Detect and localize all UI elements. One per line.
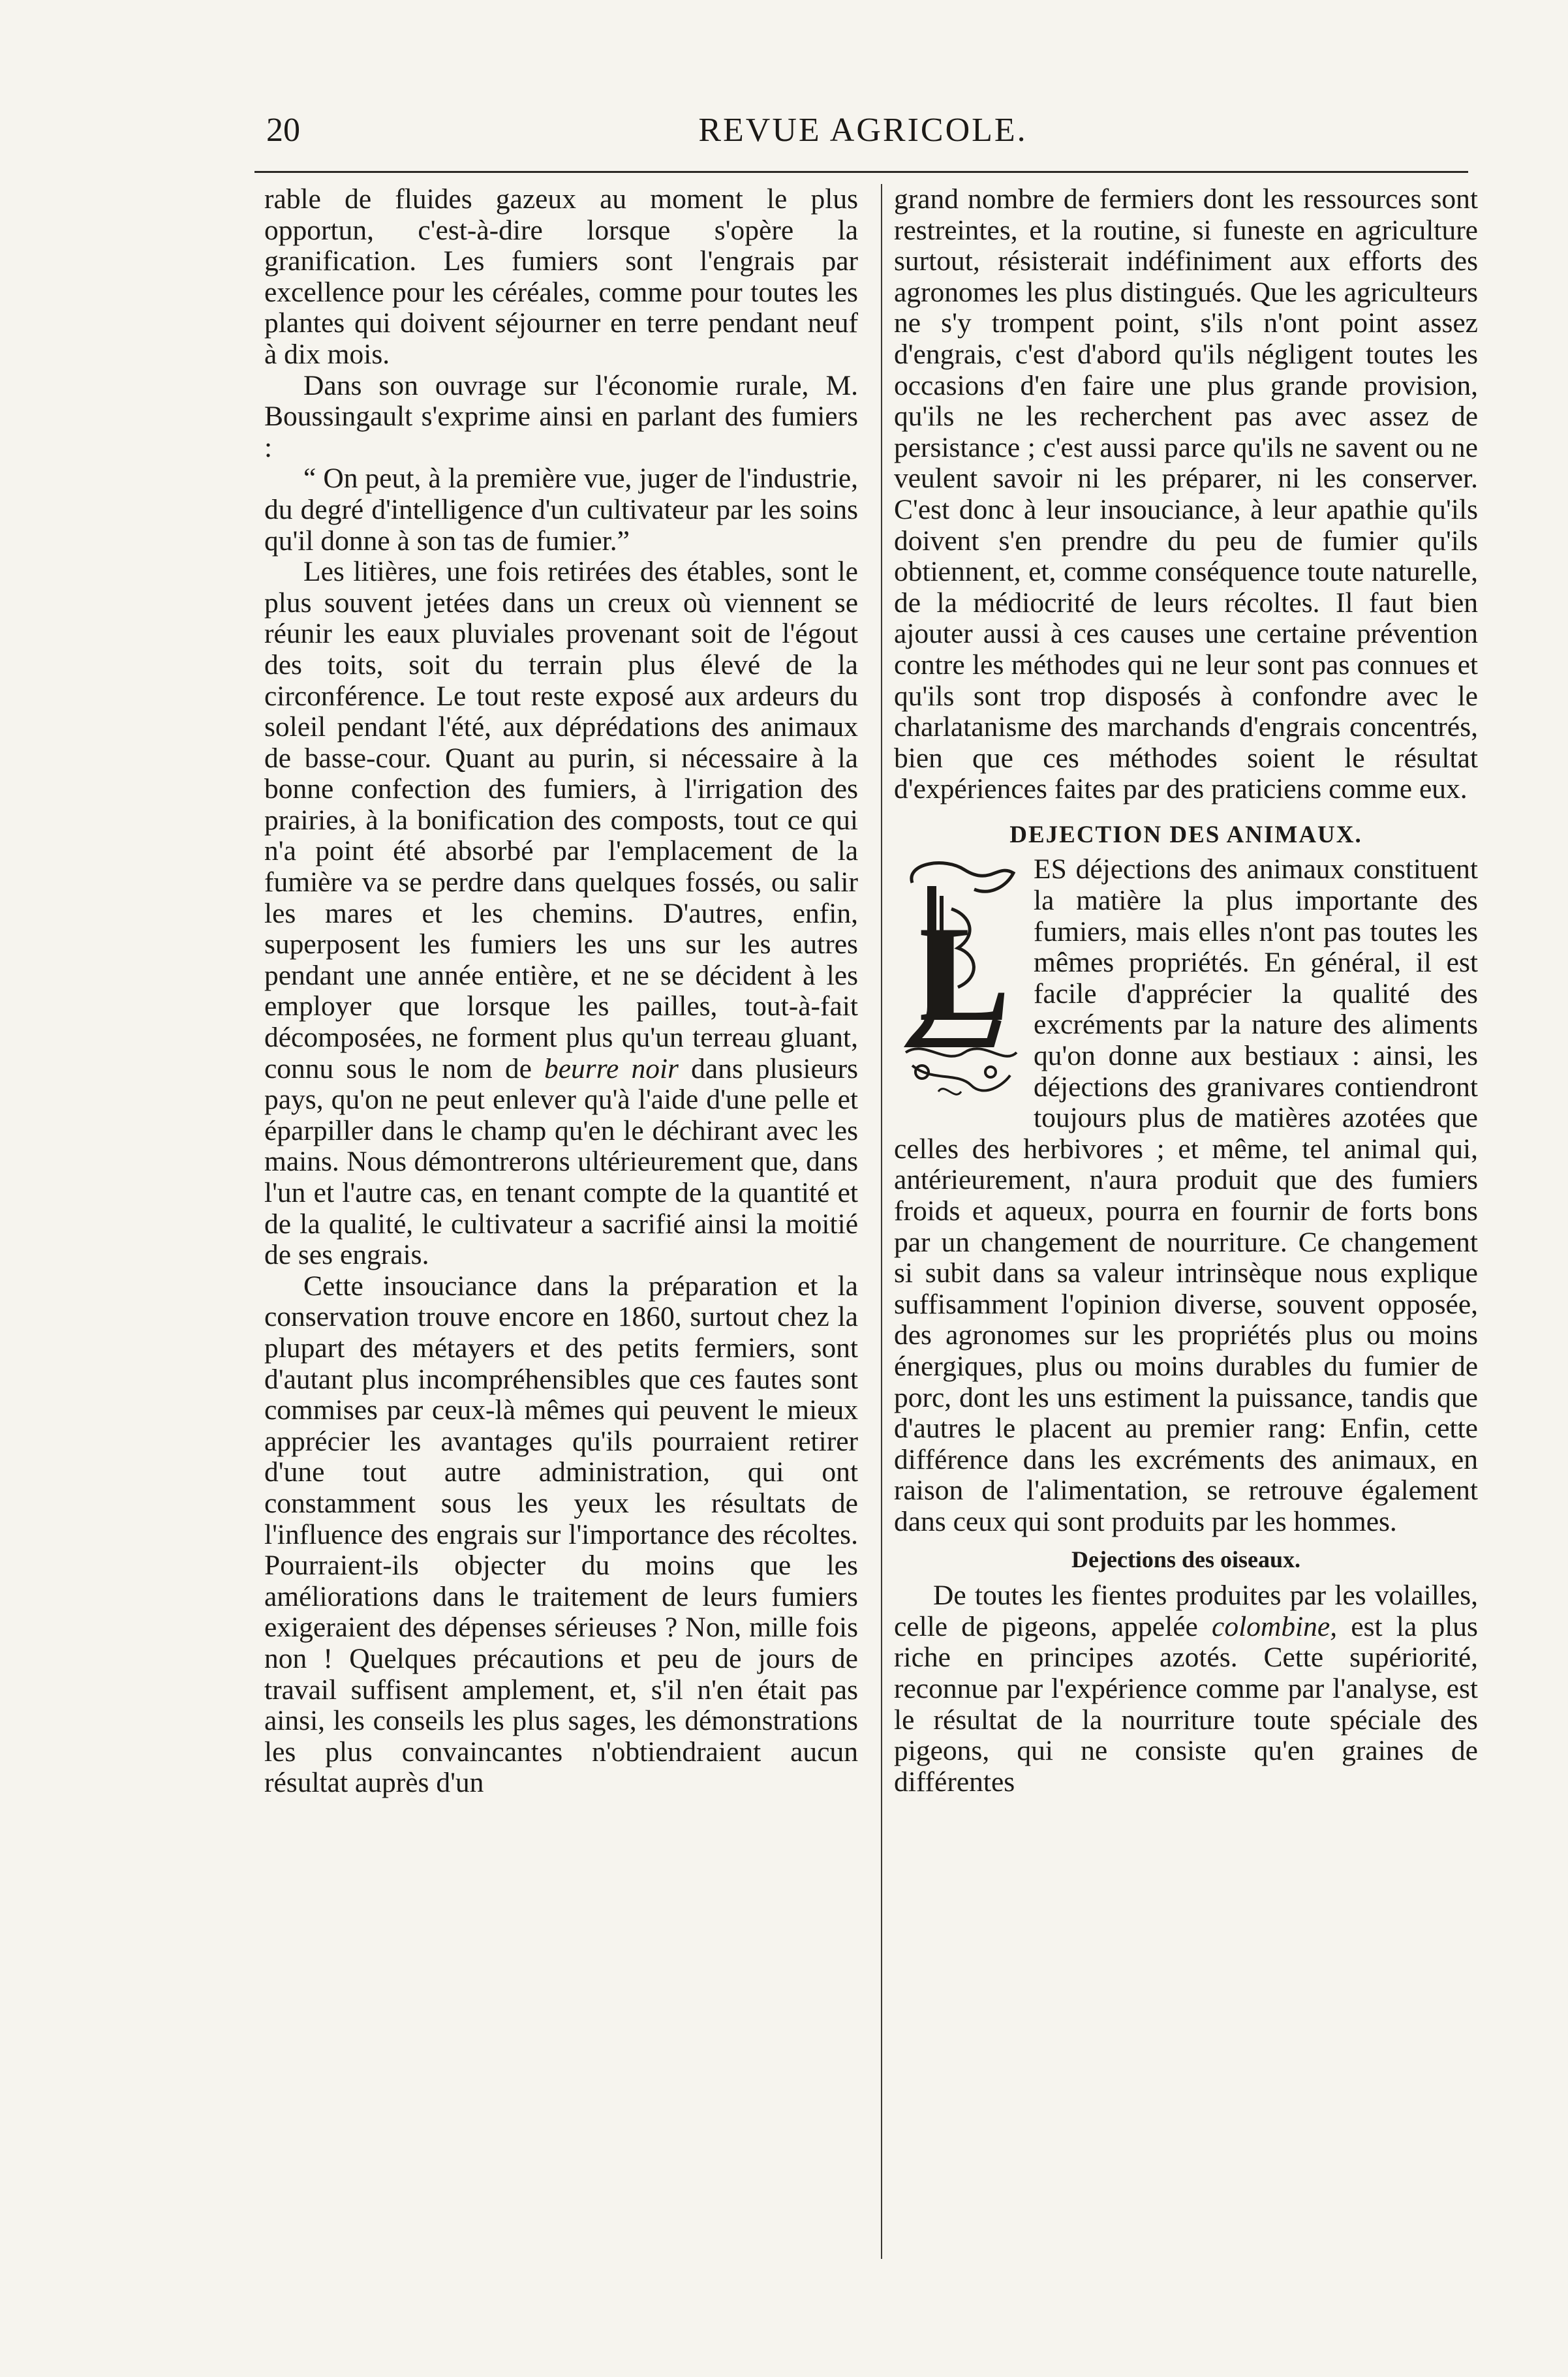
- italic-term: colombine,: [1212, 1610, 1338, 1642]
- ornamental-dropcap-icon: [894, 857, 1023, 1105]
- italic-term: beurre noir: [544, 1052, 679, 1084]
- paragraph: [264, 557, 858, 1271]
- section-heading: DEJECTION DES ANIMAUX.: [1009, 821, 1362, 848]
- page-number: 20: [266, 112, 300, 149]
- quotation-paragraph: “ On peut, à la première vue, juger de l'industrie, du degré d'intelligence d'un cultivateur par les soins qu'il donne à son tas de fumier.”: [264, 463, 858, 557]
- paragraph: rable de fluides gazeux au moment le plus opportun, c'est-à-dire lorsque s'opère la granification. Les fumiers sont l'engrais par excellence pour les céréales, comme pour toutes les plantes qui doivent séjourner en terre pendant neuf à dix mois.: [264, 184, 858, 370]
- right-column: [894, 184, 1478, 2272]
- dropcap-letter: L: [919, 898, 1011, 1050]
- paragraph: Dans son ouvrage sur l'économie rurale, M. Boussingault s'exprime ainsi en parlant des fumiers :: [264, 369, 858, 463]
- dropcap-ornament-svg: [894, 857, 1023, 1105]
- paragraph: Cette insouciance dans la préparation et la conservation trouve encore en 1860, surtout chez la plupart des métayers et des petits fermiers, sont d'autant plus incompréhensibles que ces fautes sont commises par ceux-là mêmes qui peuvent le mieux apprécier les avantages qu'ils pourraient retirer d'une tout autre administration, qui ont constamment sous les yeux les résultats de l'influence des engrais sur l'importance des récoltes. Pourraient-ils objecter du moins que les améliorations dans le traitement de leurs fumiers exigeraient des dépenses sérieuses ? Non, mille fois non ! Quelques précautions et peu de jours de travail suffisent amplement, et, s'il n'en était pas ainsi, les conseils les plus sages, les démonstrations les plus convaincantes n'obtiendraient aucun résultat auprès d'un: [264, 1270, 858, 1799]
- paragraph: grand nombre de fermiers dont les ressources sont restreintes, et la routine, si funeste en agriculture surtout, résisterait indéfiniment aux efforts des agronomes les plus distingués. Que les agriculteurs ne s'y trompent point, s'ils n'ont point assez d'engrais, c'est d'abord qu'ils négligent toutes les occasions d'en faire une plus grande provision, qu'ils ne les recherchent pas avec assez de persistance ; c'est aussi parce qu'ils ne savent ou ne veulent savoir ni les préparer, ni les conserver. C'est donc à leur insouciance, à leur apathie qu'ils doivent s'en prendre du peu de fumier qu'ils obtiennent, et, comme conséquence toute naturelle, de la médiocrité de leurs récoltes. Il faut bien ajouter aussi à ces causes une certaine prévention contre les méthodes qui ne leur sont pas connues et qu'ils sont trop disposés à confondre avec le charlatanisme des marchands d'engrais concentrés, bien que ces méthodes soient le résultat d'expériences faites par des praticiens comme eux.: [894, 184, 1478, 805]
- text-run: dans plusieurs pays, qu'on ne peut enlever qu'à l'aide d'une pelle et éparpiller dans le champ qu'en le déchirant avec les mains. Nous démontrerons ultérieurement que, dans l'un et l'autre cas, en tenant compte de la quantité et de la qualité, le cultivateur a sacrifié ainsi la moitié de ses engrais.: [264, 1052, 858, 1271]
- column-divider: [881, 184, 882, 2259]
- text-run: Les litières, une fois retirées des étables, sont le plus souvent jetées dans un creux où viennent se réunir les eaux pluviales provenant soit de l'égout des toits, soit du terrain plus élevé de la circonférence. Le tout reste exposé aux ardeurs du soleil pendant l'été, aux déprédations des animaux de basse-cour. Quant au purin, si nécessaire à la bonne confection des fumiers, à l'irrigation des prairies, à la bonification des composts, tout ce qui n'a point été absorbé par l'emplacement de la fumière va se perdre dans quelques fossés, ou salir les mares et les chemins. D'autres, enfin, superposent les fumiers les uns sur les autres pendant une année entière, et ne se décident à les employer que lorsque les pailles, tout-à-fait décomposées, ne forment plus qu'un terreau gluant, connu sous le nom de: [264, 556, 858, 1084]
- subheading: Dejections des oiseaux.: [1071, 1546, 1300, 1572]
- paragraph: [894, 1580, 1478, 1798]
- text-run: ES déjections des animaux constituent la matière la plus importante des fumiers, mais elles n'ont pas toutes les mêmes propriétés. En général, il est facile d'apprécier la qualité des excréments par la nature des aliments qu'on donne aux bestiaux : ainsi, les déjections des granivares contiendront toujours plus de matières azotées que celles des herbivores ; et même, tel animal qui, antérieurement, n'aura produit que des fumiers froids et aqueux, pourra en fournir de forts bons par un changement de nourriture. Ce changement si subit dans sa valeur intrinsèque nous explique suffisamment l'opinion diverse, souvent opposée, des agronomes sur les propriétés plus ou moins énergiques, plus ou moins durables du fumier de porc, dont les uns estiment la puissance, tandis que d'autres le placent au premier rang: Enfin, cette différence dans les excréments des animaux, en raison de l'alimentation, se retrouve également dans ceux qui sont produits par les hommes.: [894, 853, 1478, 1537]
- text-run: De toutes les fientes produites par les volailles, celle de pigeons, appelée: [894, 1580, 1478, 1642]
- journal-title: REVUE AGRICOLE.: [698, 112, 1028, 149]
- left-column: [264, 184, 858, 2272]
- text-run: est la plus riche en principes azotés. Cette supériorité, reconnue par l'expérience comme par l'analyse, est le résultat de la nourriture toute spéciale des pigeons, qui ne consiste qu'en graines de différentes: [894, 1610, 1478, 1798]
- dropcap-paragraph: [894, 854, 1478, 1537]
- running-head: [261, 111, 1465, 163]
- header-rule: [254, 171, 1468, 173]
